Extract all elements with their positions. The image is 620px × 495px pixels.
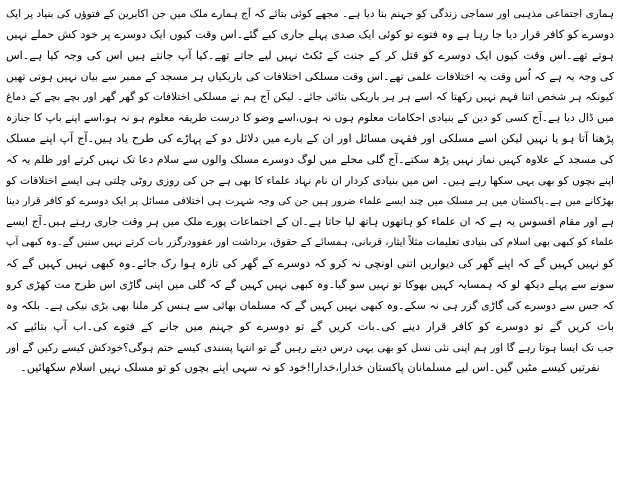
text-line-1: ہماری اجتماعی مذہبی اور سماجی زندگی کو جہنم بنا دیا ہے۔ مجھے کوئی بتائے کہ آج ہمارے ملک میں جن اکابرین کے فتوؤں کی بنیاد پر ایک bbox=[6, 8, 614, 20]
text-line-17: جب تک ایسا ہوتا رہے گا اور ہم اپنی نئی نسل کو بھی یہی درس دیتے رہیں گے تو انتہا پسندی کیسے ختم ہوگی؟خودکش کیسے رکیں گے اور bbox=[6, 341, 614, 354]
text-line-3: ہوتے تھے۔اس وقت کیوں ایک دوسرے کو قتل کر کے جنت کے ٹکٹ نہیں لیے جاتے تھے۔کیا آپ جانتے ہیں اس کی وجہ کیا ہے۔اس bbox=[6, 48, 614, 62]
text-line-10: بھڑکانے میں ہے۔پاکستان میں ہر مسلک میں چند ایسے علماء ضرور ہیں جن کی وجہ شہرت ہی اختلافی مسائل پر ایک دوسرے کو کافر قرار دینا bbox=[6, 195, 614, 207]
text-line-11: ہے اور مقام افسوس یہ ہے کہ ان علماء کو ہاتھوں ہاتھ لیا جاتا ہے۔ان کے اجتماعات پورے ملک میں ہر وقت جاری رہتے ہیں۔آج ایسے bbox=[6, 215, 614, 229]
text-line-6: میں ڈال دیا ہے۔آج کسی کو دین کے بنیادی احکامات معلوم ہوں نہ ہوں،اسے وضو کا درست طریقہ معلوم ہو نہ ہو،اسے اپنے باپ کا جنازہ bbox=[6, 112, 614, 125]
text-line-2: دوسرے کو کافر قرار دیا جا رہا ہے وہ فتوے تو کوئی ایک صدی پہلے جاری کیے گئے۔اس وقت کیوں ایک دوسرے پر خود کش حملے نہیں bbox=[6, 27, 614, 41]
text-line-12: علماء کو کبھی بھی اسلام کی بنیادی تعلیمات مثلاً ایثار، قربانی، ہمسائے کے حقوق، برداشت اور عفوودرگزر بات کرتے نہیں سنیں گے۔وہ کبھی آپ bbox=[6, 237, 614, 249]
text-line-13: کو نہیں کہیں گے کہ اپنے گھر کی دیواریں اتنی اونچی نہ کرو کہ دوسرے کے گھر کی تازہ ہوا رک جائے۔وہ کبھی نہیں کہیں گے کہ bbox=[6, 257, 614, 271]
text-line-16: بات کریں گے تو دوسرے کو کافر قرار دینے کی۔بات کریں گے تو دوسرے کو جہنم میں جانے کے فتوے کی۔اب آپ بتائیے کہ bbox=[6, 319, 614, 333]
text-line-7: پڑھنا آتا ہو یا نہیں لیکن اسے مسلکی اور فقہی مسائل اور ان کے بارے میں دلائل دو کے پہاڑے کی طرح یاد ہیں۔آج آپ اپنے مسلک bbox=[6, 132, 614, 146]
article-body bbox=[6, 4, 614, 491]
text-line-4: کی وجہ یہ ہے کہ اُس وقت یہ اختلافات علمی تھے۔اس وقت مسلکی اختلافات کی باریکیاں ہر مسجد کے ممبر سے بیان نہیں ہوتی تھیں bbox=[6, 69, 614, 83]
text-line-8: کی مسجد کے علاوہ کہیں نماز نہیں پڑھ سکتے۔آج گلی محلے میں لوگ دوسرے مسلک والوں سے سلام دعا تک نہیں کرتے اور ظلم یہ کہ bbox=[6, 152, 614, 166]
text-line-9: اپنے بچوں کو بھی یہی سکھا رہے ہیں۔ اس میں بنیادی کردار ان نام نہاد علماء کا بھی ہے جن کی روزی روٹی چلتی ہی ایسے اختلافات کو bbox=[6, 174, 614, 187]
text-line-15: کہ جس سے دوسرے کی گاڑی گزر ہی نہ سکے۔وہ کبھی نہیں کہیں گے کہ مسلمان بھائی سے ہنس کر ملنا بھی بڑی نیکی ہے۔ بلکہ وہ bbox=[6, 298, 614, 312]
text-line-5: کیونکہ ہر شخص اتنا فہم نہیں رکھتا کہ اسے ہر ہر باریکی بتائی جائے۔ لیکن آج ہم نے مسلکی اختلافات کو گھر گھر اور بچے بچے کے دماغ bbox=[6, 91, 614, 104]
text-line-18: نفرتیں کیسے مٹیں گیں۔اس لیے مسلمانان پاکستان خدارا،خدارا!خود کو نہ سہی اپنے بچوں کو تو مسلک نہیں اسلام سکھائیں۔ bbox=[20, 361, 600, 375]
text-line-14: سونے سے پہلے دیکھ لو کہ ہمسایہ کہیں بھوکا تو نہیں سو گیا۔وہ کبھی نہیں کہیں گے کہ گلی میں اپنی گاڑی اس طرح مت کھڑی کرو bbox=[6, 277, 614, 291]
